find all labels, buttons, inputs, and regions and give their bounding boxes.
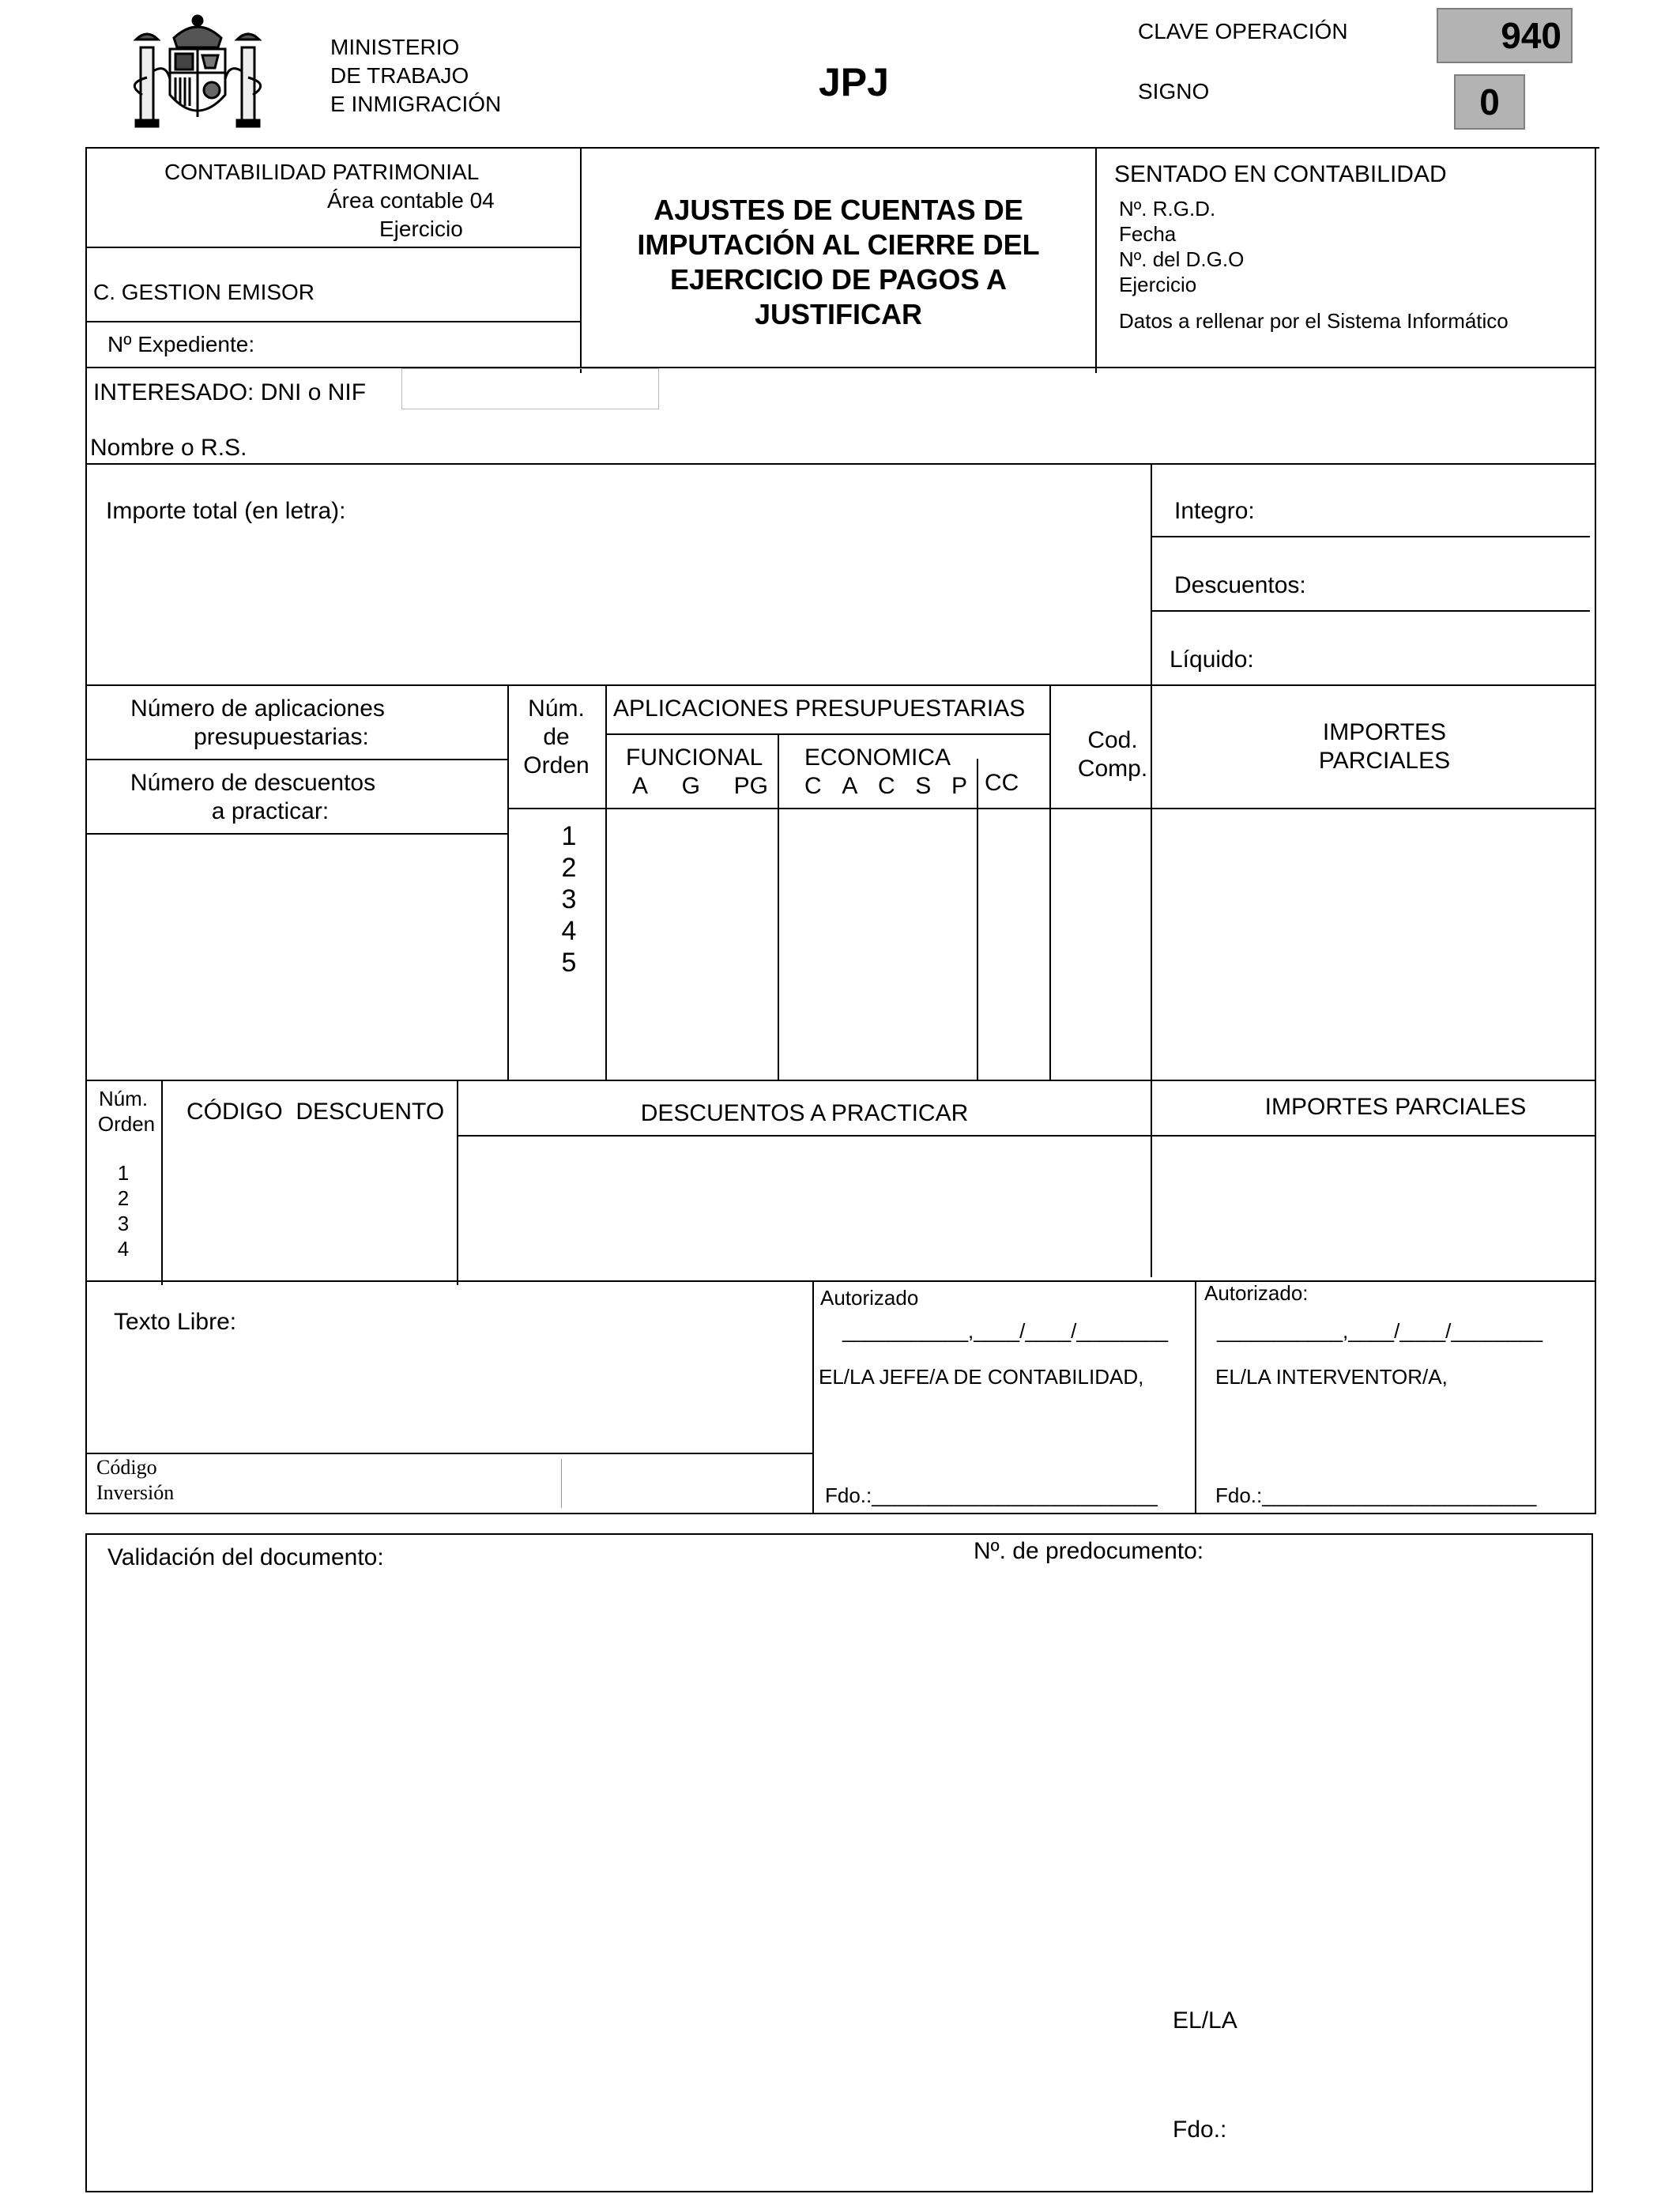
left-box-line-2	[85, 321, 582, 322]
gestion-emisor: C. GESTION EMISOR	[93, 280, 315, 304]
sentado-rgd: Nº. R.G.D.	[1119, 197, 1216, 221]
left-box-line-1	[85, 247, 582, 248]
frame-bottom-line	[85, 1513, 1596, 1514]
nif-input[interactable]	[401, 368, 659, 409]
ministry-line-3: E INMIGRACIÓN	[330, 92, 502, 116]
desc-bottom-line	[85, 1280, 1596, 1282]
aplic-col-3	[1049, 684, 1051, 1081]
desc-row-1: 1	[117, 1161, 130, 1185]
autorizado-2: Autorizado:	[1204, 1281, 1309, 1305]
economica-subcols	[804, 773, 967, 800]
validacion-ella: EL/LA	[1173, 2007, 1237, 2034]
aplic-header-bottom-line	[507, 808, 1596, 809]
importe-total-label: Importe total (en letra):	[106, 498, 346, 524]
aplicaciones-header: APLICACIONES PRESUPUESTARIAS	[613, 696, 1026, 722]
fecha-linea-2: ___________,____/____/________	[1217, 1319, 1543, 1343]
integro-line	[1151, 536, 1590, 537]
num-aplicaciones-line-2: presupuestarias:	[194, 724, 369, 750]
fecha-linea-1: ___________,____/____/________	[842, 1319, 1169, 1343]
desc-col-2	[457, 1080, 458, 1285]
form-code: JPJ	[819, 60, 889, 104]
economica-sub-p: P	[951, 773, 967, 799]
economica-sub-a: A	[842, 773, 858, 799]
frame-top-line	[85, 147, 1599, 149]
aplic-left-line-2	[85, 833, 507, 835]
importes-parciales-desc: IMPORTES PARCIALES	[1264, 1094, 1527, 1120]
clave-operacion-label: CLAVE OPERACIÓN	[1138, 19, 1348, 43]
form-title	[585, 193, 1092, 332]
interesado-label: INTERESADO: DNI o NIF	[93, 379, 367, 405]
sentado-ejercicio: Ejercicio	[1119, 273, 1197, 296]
top-box-divider-1	[580, 147, 582, 373]
codigo-inversion-line-2: Inversión	[96, 1481, 175, 1504]
form-title-line-4: JUSTIFICAR	[754, 298, 922, 330]
sentado-dgo: Nº. del D.G.O	[1119, 247, 1245, 271]
aplic-row-3: 3	[561, 884, 577, 914]
ejercicio-left: Ejercicio	[379, 217, 463, 241]
clave-operacion-value	[1437, 8, 1573, 63]
num-orden-line-1: Núm.	[528, 696, 585, 722]
firmas-col-1	[812, 1280, 814, 1513]
funcional-sub-g: G	[681, 773, 700, 799]
firmas-col-2	[1195, 1280, 1196, 1513]
economica-sub-s: S	[915, 773, 932, 799]
num-orden-line-2: de	[543, 724, 570, 750]
nombre-label: Nombre o R.S.	[90, 435, 247, 461]
desc-row-3: 3	[117, 1212, 130, 1235]
form-title-line-2: IMPUTACIÓN AL CIERRE DEL	[637, 228, 1040, 261]
num-aplicaciones-line-1: Número de aplicaciones	[130, 696, 385, 722]
desc-col-1	[161, 1080, 163, 1285]
desc-header-line	[457, 1135, 1596, 1137]
aplic-col-2	[605, 684, 607, 1081]
funcional-sub-pg: PG	[733, 773, 768, 799]
ministry-line-1: MINISTERIO	[330, 35, 460, 59]
aplic-bottom-line	[85, 1080, 1596, 1081]
funcional-subcols	[632, 773, 768, 800]
frame-right-line	[1595, 147, 1596, 1514]
validacion-label: Validación del documento:	[107, 1544, 384, 1570]
signo-value	[1454, 74, 1525, 130]
importe-bottom-line	[85, 684, 1596, 686]
ministry-line-2: DE TRABAJO	[330, 63, 469, 88]
aplic-row-1: 1	[561, 821, 577, 851]
sentado-fecha: Fecha	[1119, 222, 1177, 246]
desc-row-4: 4	[117, 1237, 130, 1261]
economica-label: ECONOMICA	[804, 745, 951, 771]
codigo-descuento-label: CÓDIGO DESCUENTO	[186, 1099, 445, 1125]
area-contable: Área contable 04	[327, 188, 495, 213]
cod-comp-line-2: Comp.	[1077, 756, 1148, 782]
top-box-divider-2	[1095, 147, 1097, 373]
fdo-1: Fdo.:_________________________	[825, 1483, 1158, 1507]
desc-row-2: 2	[117, 1186, 130, 1210]
aplic-row-2: 2	[561, 853, 577, 883]
descuentos-practicar-label: DESCUENTOS A PRACTICAR	[640, 1100, 969, 1126]
validacion-box	[85, 1533, 1593, 2192]
jefe-contabilidad: EL/LA JEFE/A DE CONTABILIDAD,	[819, 1365, 1144, 1389]
nombre-bottom-line	[85, 463, 1596, 465]
texto-libre-label: Texto Libre:	[114, 1309, 237, 1335]
codigo-inversion-divider	[561, 1459, 562, 1508]
form-title-line-1: AJUSTES DE CUENTAS DE	[654, 194, 1023, 226]
aplic-col-1	[507, 684, 509, 1081]
codigo-inversion-line-1: Código	[96, 1456, 157, 1479]
descuentos-label: Descuentos:	[1174, 572, 1306, 598]
num-orden-line-3: Orden	[523, 752, 590, 778]
coat-of-arms-logo	[126, 8, 269, 134]
sentado-note-clip	[1114, 307, 1588, 332]
integro-label: Integro:	[1174, 498, 1255, 524]
desc-row-numbers	[118, 1160, 129, 1261]
codigo-inversion-line	[85, 1453, 812, 1454]
aplic-row-5: 5	[561, 948, 577, 978]
aplic-left-line	[85, 759, 507, 760]
texto-libre-area[interactable]	[95, 1344, 803, 1446]
funcional-label: FUNCIONAL	[626, 745, 763, 771]
importes-parciales-line-2: PARCIALES	[1318, 748, 1451, 774]
interventor: EL/LA INTERVENTOR/A,	[1215, 1365, 1448, 1389]
cod-comp-line-1: Cod.	[1087, 727, 1138, 753]
expediente-label: Nº Expediente:	[107, 332, 255, 356]
num-descuentos-line-1: Número de descuentos	[130, 770, 376, 796]
contabilidad-patrimonial-title: CONTABILIDAD PATRIMONIAL	[164, 160, 480, 184]
economica-sub-c: C	[804, 773, 822, 799]
descuentos-line	[1151, 610, 1590, 612]
aplic-row-4: 4	[561, 916, 577, 946]
importe-divider	[1151, 463, 1152, 686]
desc-col-3	[1151, 1080, 1152, 1277]
cc-label: CC	[985, 770, 1019, 796]
sentado-note: Datos a rellenar por el Sistema Informático	[1119, 309, 1509, 332]
aplic-row-numbers	[562, 820, 577, 978]
aplic-col-4	[1151, 684, 1152, 1081]
nombre-input[interactable]	[261, 427, 1525, 462]
aplic-subheader-line	[605, 733, 1049, 735]
fdo-2: Fdo.:________________________	[1215, 1483, 1537, 1507]
autorizado-1: Autorizado	[820, 1286, 919, 1310]
economica-sub-c2: C	[877, 773, 895, 799]
sentado-title: SENTADO EN CONTABILIDAD	[1114, 161, 1447, 187]
desc-num-orden-line-2: Orden	[97, 1112, 156, 1136]
predocumento-label: Nº. de predocumento:	[974, 1538, 1204, 1564]
validacion-fdo: Fdo.:	[1173, 2117, 1227, 2143]
clave-operacion-value-text: 940	[1501, 15, 1561, 56]
signo-value-text: 0	[1479, 81, 1500, 123]
frame-left-line	[85, 147, 87, 1514]
form-title-line-3: EJERCICIO DE PAGOS A	[669, 263, 1008, 296]
num-descuentos-line-2: a practicar:	[211, 798, 330, 824]
top-box-bottom-line	[85, 367, 1596, 368]
liquido-label: Líquido:	[1170, 647, 1254, 673]
desc-num-orden-line-1: Núm.	[98, 1087, 149, 1110]
aplic-col-funcional	[778, 735, 779, 1081]
funcional-sub-a: A	[632, 773, 649, 799]
signo-label: SIGNO	[1138, 79, 1210, 104]
importes-parciales-line-1: IMPORTES	[1322, 719, 1447, 745]
